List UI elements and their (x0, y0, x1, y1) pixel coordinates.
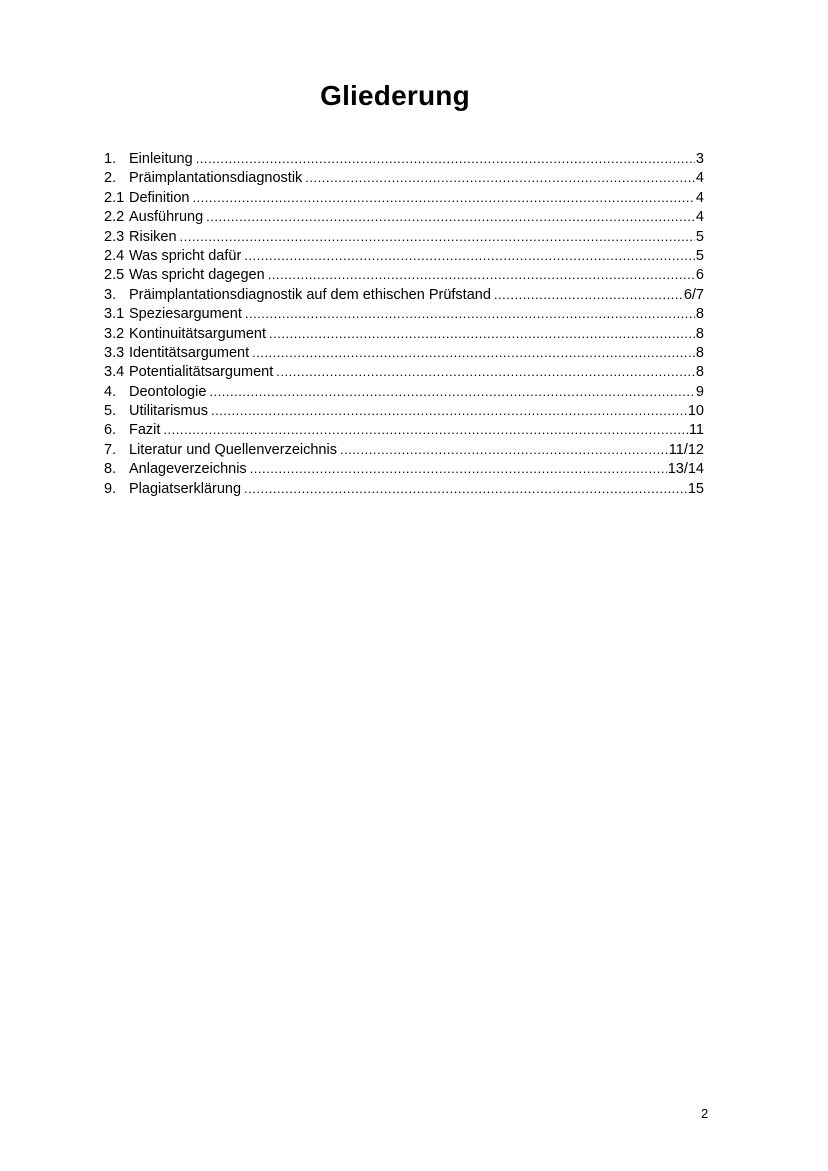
toc-entry-label: Risiken (129, 228, 177, 245)
toc-leader-dots (245, 304, 695, 323)
toc-leader-dots (180, 227, 695, 246)
toc-entry (104, 479, 704, 498)
toc-entry (104, 343, 704, 362)
toc-entry-label: Speziesargument (129, 306, 242, 323)
toc-entry-page: 8 (695, 364, 704, 381)
toc-entry-label: Ausführung (129, 209, 204, 226)
toc-entry (104, 401, 704, 420)
toc-entry-number: 5. (104, 403, 117, 420)
toc-entry (104, 149, 704, 168)
toc-entry (104, 246, 704, 265)
toc-entry-label: Kontinuitätsargument (129, 325, 267, 342)
toc-leader-dots (196, 149, 695, 168)
toc-leader-dots (250, 459, 667, 478)
toc-entry (104, 227, 704, 246)
toc-entry-number: 3.3 (104, 344, 125, 361)
toc-entry-number: 3.1 (104, 306, 125, 323)
toc-leader-dots (244, 479, 687, 498)
toc-entry-page: 9 (695, 383, 704, 400)
toc-leader-dots (305, 168, 695, 187)
toc-entry-page: 4 (695, 189, 704, 206)
toc-entry-label: Utilitarismus (129, 403, 208, 420)
toc-entry-page: 6/7 (683, 286, 704, 303)
toc-entry (104, 304, 704, 323)
toc-entry-page: 4 (695, 170, 704, 187)
toc-entry-number: 2.2 (104, 209, 125, 226)
page-title: Gliederung (320, 80, 470, 111)
toc-entry-number: 3.2 (104, 325, 125, 342)
toc-entry-number: 8. (104, 461, 117, 478)
toc-entry-number: 3. (104, 286, 117, 303)
toc-entry (104, 459, 704, 478)
toc-entry-label: Was spricht dagegen (129, 267, 265, 284)
toc-entry-number: 1. (104, 151, 117, 167)
toc-entry-number: 3.4 (104, 364, 125, 381)
toc-entry-label: Potentialitätsargument (129, 364, 274, 381)
toc-entry-number: 2.1 (104, 189, 125, 206)
page-number: 2 (701, 1106, 709, 1121)
toc-leader-dots (206, 207, 695, 226)
toc-entry-page: 3 (695, 151, 704, 167)
toc-entry-label: Was spricht dafür (129, 247, 242, 264)
toc-leader-dots (269, 324, 695, 343)
toc-entry-label: Präimplantationsdiagnostik (129, 170, 303, 187)
toc-leader-dots (276, 362, 695, 381)
toc-leader-dots (268, 265, 695, 284)
toc-leader-dots (340, 440, 668, 459)
toc-entry-label: Deontologie (129, 383, 207, 400)
toc-leader-dots (211, 401, 687, 420)
toc-entry-label: Literatur und Quellenverzeichnis (129, 441, 337, 458)
toc-entry-label: Anlageverzeichnis (129, 461, 247, 478)
toc-entry (104, 188, 704, 207)
toc-entry-number: 4. (104, 383, 117, 400)
toc-entry (104, 168, 704, 187)
toc-entry-number: 2.3 (104, 228, 125, 245)
toc-entry (104, 324, 704, 343)
toc-entry-label: Fazit (129, 422, 161, 439)
toc-entry-label: Präimplantationsdiagnostik auf dem ethischen Prüfstand (129, 286, 491, 303)
toc-entry (104, 420, 704, 439)
toc-entry (104, 382, 704, 401)
toc-entry-number: 2.5 (104, 267, 125, 284)
toc-entry (104, 265, 704, 284)
toc-entry-page: 15 (687, 480, 704, 497)
toc-entry-page: 6 (695, 267, 704, 284)
toc-entry-label: Definition (129, 189, 190, 206)
toc-entry-number: 6. (104, 422, 117, 439)
toc-entry-page: 11 (688, 422, 704, 439)
toc-entry-page: 4 (695, 209, 704, 226)
table-of-contents (104, 149, 704, 498)
toc-leader-dots (494, 285, 683, 304)
toc-entry (104, 285, 704, 304)
toc-leader-dots (252, 343, 695, 362)
toc-entry (104, 440, 704, 459)
toc-leader-dots (244, 246, 695, 265)
toc-entry-page: 5 (695, 247, 704, 264)
toc-entry-label: Plagiatserklärung (129, 480, 242, 497)
toc-entry-page: 11/12 (668, 441, 704, 458)
toc-entry-page: 10 (687, 403, 704, 420)
toc-leader-dots (163, 420, 688, 439)
toc-entry-page: 8 (695, 325, 704, 342)
toc-entry-number: 9. (104, 480, 117, 497)
toc-entry-page: 8 (695, 344, 704, 361)
toc-entry (104, 207, 704, 226)
toc-entry-page: 13/14 (667, 461, 704, 478)
toc-entry (104, 362, 704, 381)
toc-entry-number: 2.4 (104, 247, 125, 264)
toc-entry-page: 5 (695, 228, 704, 245)
toc-leader-dots (209, 382, 695, 401)
toc-leader-dots (192, 188, 694, 207)
toc-entry-number: 2. (104, 170, 117, 187)
toc-entry-label: Einleitung (129, 151, 193, 167)
toc-entry-label: Identitätsargument (129, 344, 250, 361)
toc-entry-number: 7. (104, 441, 117, 458)
toc-entry-page: 8 (695, 306, 704, 323)
